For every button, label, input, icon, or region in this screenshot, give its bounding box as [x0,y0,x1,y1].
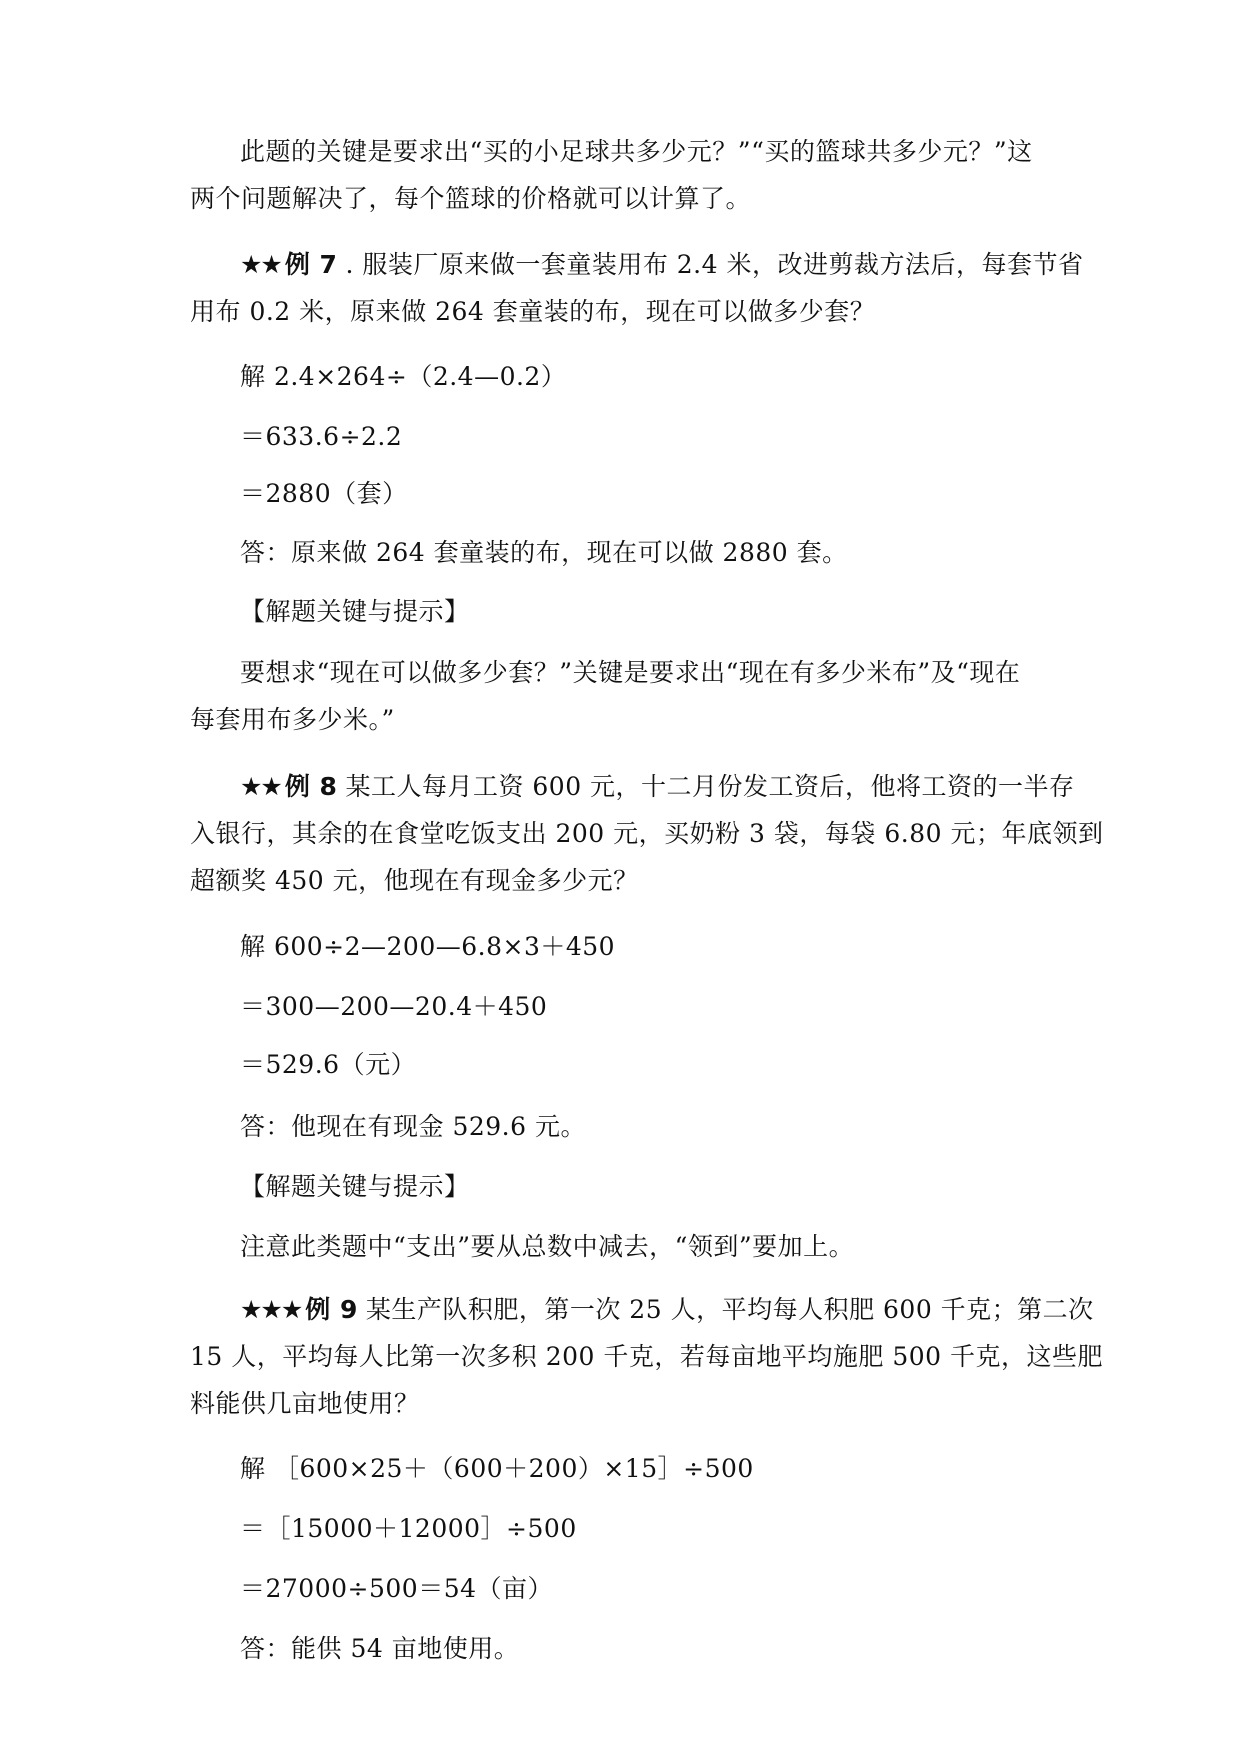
example-7-answer: 答：原来做 264 套童装的布，现在可以做 2880 套。 [240,538,848,567]
difficulty-stars: ★★ [240,250,281,279]
example-8-answer: 答：他现在有现金 529.6 元。 [240,1112,586,1141]
example-7-hint-line-2: 每套用布多少米。” [190,705,395,734]
example-label: 例 7 [284,250,338,279]
question-text: 某生产队积肥，第一次 25 人，平均每人积肥 600 千克；第二次 [365,1295,1094,1324]
example-9-solution-step-1: 解 ［600×25＋（600＋200）×15］÷500 [240,1454,754,1483]
example-8-question-line-3: 超额奖 450 元，他现在有现金多少元？ [190,866,639,895]
intro-line-2: 两个问题解决了，每个篮球的价格就可以计算了。 [190,184,752,213]
example-7-question-line-2: 用布 0.2 米，原来做 264 套童装的布，现在可以做多少套？ [190,297,876,326]
example-7-solution-step-3: ＝2880（套） [240,479,408,508]
example-8-question-line-1 [240,770,1075,804]
question-text: 某工人每月工资 600 元，十二月份发工资后，他将工资的一半存 [345,772,1075,801]
difficulty-stars: ★★ [240,772,281,801]
example-label: 例 8 [284,772,338,801]
example-8-hint-line-1: 注意此类题中“支出”要从总数中减去，“领到”要加上。 [240,1232,855,1261]
example-9-question-line-1 [240,1293,1094,1327]
example-7-solution-step-2: ＝633.6÷2.2 [240,422,403,451]
difficulty-stars: ★★★ [240,1295,302,1324]
intro-line-1: 此题的关键是要求出“买的小足球共多少元？”“买的篮球共多少元？”这 [240,137,1033,166]
example-8-solution-step-3: ＝529.6（元） [240,1050,417,1079]
example-8-solution-step-2: ＝300—200—20.4＋450 [240,992,548,1021]
example-9-solution-step-2: ＝［15000＋12000］÷500 [240,1514,577,1543]
example-label: 例 9 [305,1295,358,1324]
example-9-question-line-3: 料能供几亩地使用？ [190,1389,420,1418]
example-8-hint-title: 【解题关键与提示】 [240,1172,470,1201]
example-7-question-line-1 [240,248,1084,282]
example-7-hint-title: 【解题关键与提示】 [240,597,470,626]
example-9-question-line-2: 15 人，平均每人比第一次多积 200 千克，若每亩地平均施肥 500 千克，这些肥 [190,1342,1103,1371]
example-9-answer: 答：能供 54 亩地使用。 [240,1634,520,1663]
example-8-solution-step-1: 解 600÷2—200—6.8×3＋450 [240,932,616,961]
example-7-hint-line-1: 要想求“现在可以做多少套？”关键是要求出“现在有多少米布”及“现在 [240,658,1021,687]
question-text: . 服装厂原来做一套童装用布 2.4 米，改进剪裁方法后，每套节省 [345,250,1084,279]
example-9-solution-step-3: ＝27000÷500＝54（亩） [240,1574,554,1603]
example-7-solution-step-1: 解 2.4×264÷（2.4—0.2） [240,362,567,391]
example-8-question-line-2: 入银行，其余的在食堂吃饭支出 200 元，买奶粉 3 袋，每袋 6.80 元；年底领到 [190,819,1104,848]
